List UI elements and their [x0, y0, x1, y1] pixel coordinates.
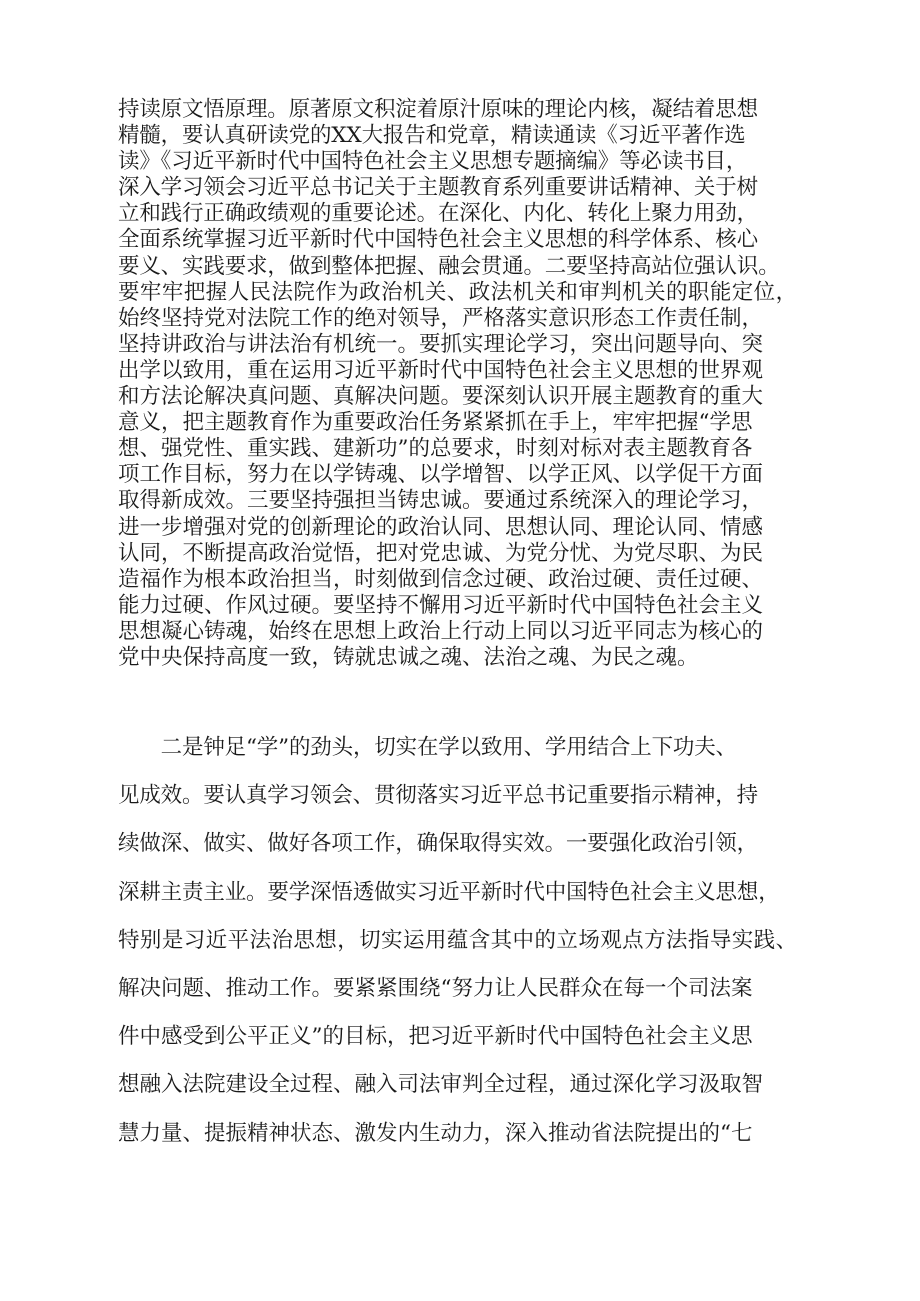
text-line: 读》《习近平新时代中国特色社会主义思想专题摘编》等必读书目，: [118, 149, 748, 175]
text-line: 续做深、做实、做好各项工作，确保取得实效。一要强化政治引领，: [118, 831, 758, 857]
text-line: 出学以致用，重在运用习近平新时代中国特色社会主义思想的世界观: [118, 357, 764, 383]
text-line: 要义、实践要求，做到整体把握、融会贯通。二要坚持高站位强认识。: [118, 253, 780, 279]
text-line: 始终坚持党对法院工作的绝对领导，严格落实意识形态工作责任制，: [118, 305, 764, 331]
text-line: 持读原文悟原理。原著原文积淀着原汁原味的理论内核，凝结着思想: [118, 97, 758, 122]
text-line: 件中感受到公平正义”的目标，把习近平新时代中国特色社会主义思: [118, 1024, 753, 1050]
text-line: 想融入法院建设全过程、融入司法审判全过程，通过深化学习汲取智: [118, 1072, 764, 1098]
text-line: 深耕主责主业。要学深悟透做实习近平新时代中国特色社会主义思想，: [118, 879, 780, 905]
text-line: 立和践行正确政绩观的重要论述。在深化、内化、转化上聚力用劲，: [118, 201, 758, 227]
text-line: 取得新成效。三要坚持强担当铸忠诚。要通过系统深入的理论学习，: [118, 488, 764, 514]
paragraph-1: [118, 97, 798, 671]
text-line: 造福作为根本政治担当，时刻做到信念过硬、政治过硬、责任过硬、: [118, 566, 764, 592]
text-line: 精髓，要认真研读党的XX大报告和党章，精读通读《习近平著作选: [118, 123, 746, 149]
text-line: 党中央保持高度一致，铸就忠诚之魂、法治之魂、为民之魂。: [118, 644, 699, 670]
text-line: 二是钟足“学”的劲头，切实在学以致用、学用结合上下功夫、: [118, 735, 737, 760]
text-line: 意义，把主题教育作为重要政治任务紧紧抓在手上，牢牢把握“学思: [118, 410, 753, 436]
text-line: 认同，不断提高政治觉悟，把对党忠诚、为党分忧、为党尽职、为民: [118, 540, 764, 566]
text-line: 想、强党性、重实践、建新功”的总要求，时刻对标对表主题教育各: [118, 436, 753, 462]
text-line: 全面系统掌握习近平新时代中国特色社会主义思想的科学体系、核心: [118, 227, 758, 253]
text-line: 深入学习领会习近平总书记关于主题教育系列重要讲话精神、关于树: [118, 175, 758, 201]
text-line: 能力过硬、作风过硬。要坚持不懈用习近平新时代中国特色社会主义: [118, 592, 764, 618]
text-line: 坚持讲政治与讲法治有机统一。要抓实理论学习，突出问题导向、突: [118, 331, 764, 357]
text-line: 和方法论解决真问题、真解决问题。要深刻认识开展主题教育的重大: [118, 384, 764, 410]
text-line: 进一步增强对党的创新理论的政治认同、思想认同、理论认同、情感: [118, 514, 764, 540]
text-line: 慧力量、提振精神状态、激发内生动力，深入推动省法院提出的“七: [118, 1120, 753, 1146]
text-line: 思想凝心铸魂，始终在思想上政治上行动上同以习近平同志为核心的: [118, 618, 764, 644]
text-line: 见成效。要认真学习领会、贯彻落实习近平总书记重要指示精神，持: [118, 783, 758, 809]
text-line: 特别是习近平法治思想，切实运用蕴含其中的立场观点方法指导实践、: [118, 927, 798, 953]
text-line: 要牢牢把握人民法院作为政治机关、政法机关和审判机关的职能定位，: [118, 279, 798, 305]
text-line: 解决问题、推动工作。要紧紧围绕“努力让人民群众在每一个司法案: [118, 975, 753, 1001]
paragraph-2: [118, 724, 798, 1158]
text-line: 项工作目标，努力在以学铸魂、以学增智、以学正风、以学促干方面: [118, 462, 764, 488]
